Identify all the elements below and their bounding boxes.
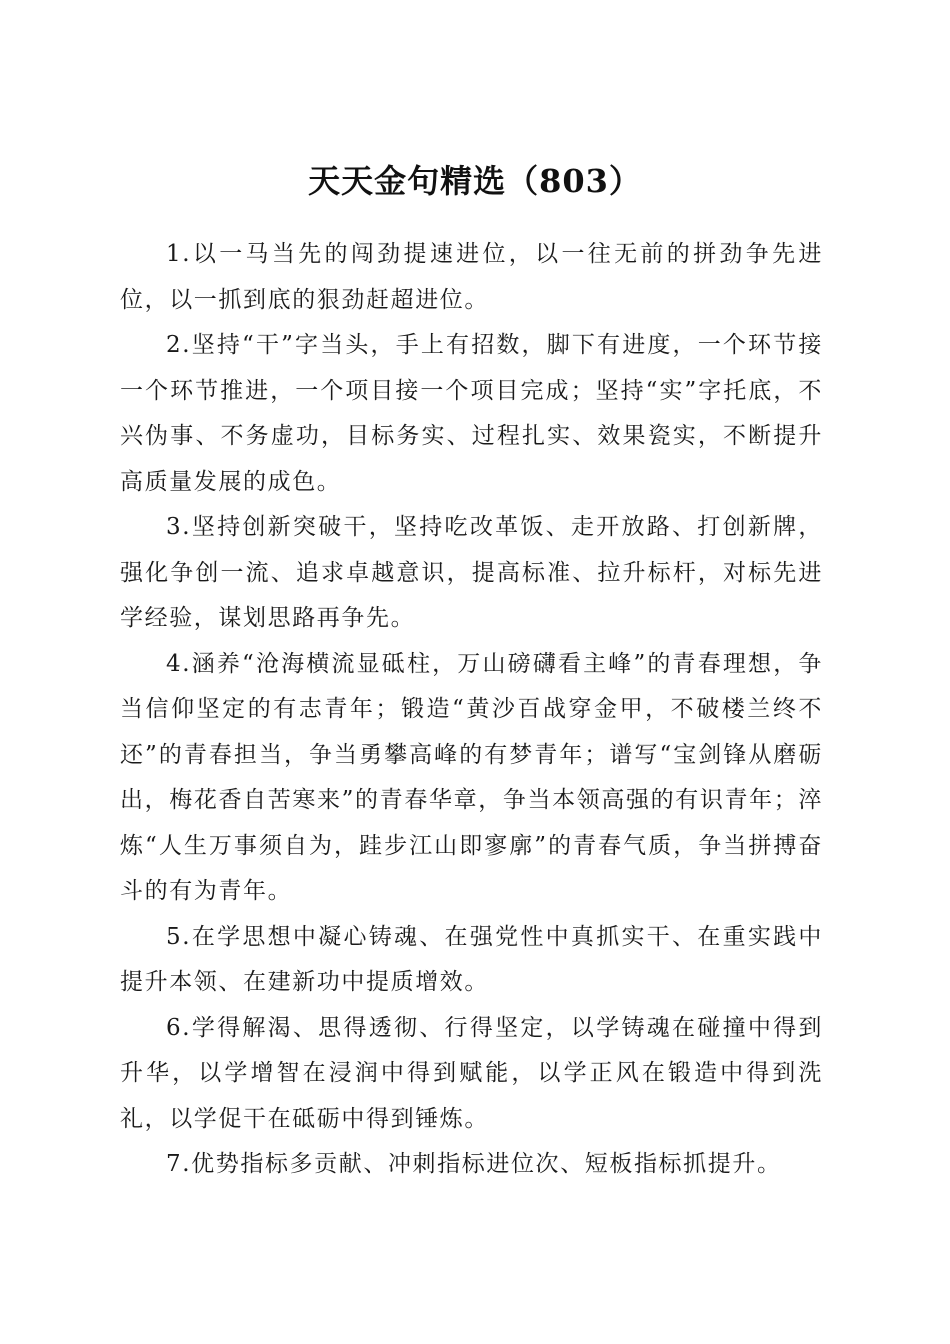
document-body [120,232,823,1188]
paragraph-1: 1.以一马当先的闯劲提速进位，以一往无前的拼劲争先进位，以一抓到底的狠劲赶超进位。 [120,241,823,313]
paragraph-4: 4.涵养“沧海横流显砥柱，万山磅礴看主峰”的青春理想，争当信仰坚定的有志青年；锻造“黄沙百战穿金甲，不破楼兰终不还”的青春担当，争当勇攀高峰的有梦青年；谱写“宝剑锋从磨砺出，梅花香自苦寒来”的青春华章，争当本领高强的有识青年；淬炼“人生万事须自为，跬步江山即寥廓”的青春气质，争当拼搏奋斗的有为青年。 [120,650,823,904]
paragraph-7: 7.优势指标多贡献、冲刺指标进位次、短板指标抓提升。 [166,1151,782,1177]
paragraph-3: 3.坚持创新突破干，坚持吃改革饭、走开放路、打创新牌，强化争创一流、追求卓越意识，提高标准、拉升标杆，对标先进学经验，谋划思路再争先。 [120,514,823,631]
paragraph-2: 2.坚持“干”字当头，手上有招数，脚下有进度，一个环节接一个环节推进，一个项目接一个项目完成；坚持“实”字托底，不兴伪事、不务虚功，目标务实、过程扎实、效果瓷实，不断提升高质量发展的成色。 [120,332,823,495]
paragraph-5: 5.在学思想中凝心铸魂、在强党性中真抓实干、在重实践中提升本领、在建新功中提质增效。 [120,923,823,995]
page-title: 天天金句精选（803） [308,162,642,201]
paragraph-6: 6.学得解渴、思得透彻、行得坚定，以学铸魂在碰撞中得到升华，以学增智在浸润中得到赋能，以学正风在锻造中得到洗礼，以学促干在砥砺中得到锤炼。 [120,1014,823,1132]
